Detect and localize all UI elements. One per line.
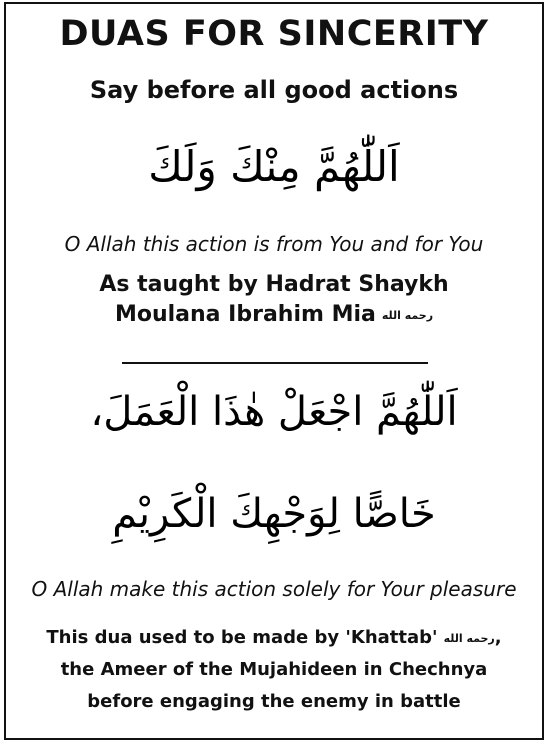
- dua1-translation: O Allah this action is from You and for You: [64, 232, 484, 256]
- attribution2-line2: the Ameer of the Mujahideen in Chechnya: [60, 659, 488, 680]
- attribution2-line3: before engaging the enemy in battle: [87, 691, 461, 712]
- divider: [122, 362, 428, 364]
- dua2-arabic-line2: خَاصًّا لِوَجْهِكَ الْكَرِيْمِ: [112, 491, 436, 537]
- subtitle: Say before all good actions: [89, 76, 459, 104]
- attribution1-line2: [6, 302, 542, 327]
- dua2-arabic-line1: اَللّٰهُمَّ اجْعَلْ هٰذَا الْعَمَلَ،: [90, 389, 458, 435]
- honorific-symbol: رحمه الله: [443, 631, 495, 645]
- attribution2-text: This dua used to be made by 'Khattab': [46, 627, 438, 648]
- attribution2-line1: [6, 627, 542, 648]
- attribution1-name: Moulana Ibrahim Mia: [114, 302, 376, 327]
- dua2-translation: O Allah make this action solely for Your pleasure: [31, 577, 517, 601]
- dua1-arabic: اَللّٰهُمَّ مِنْكَ وَلَكَ: [148, 142, 400, 191]
- attribution2-comma: ,: [494, 627, 502, 648]
- honorific-symbol: رحمه الله: [381, 308, 434, 322]
- poster-frame: [4, 2, 544, 740]
- attribution1-line1: As taught by Hadrat Shaykh: [99, 272, 449, 297]
- page-title: DUAS FOR SINCERITY: [59, 14, 489, 54]
